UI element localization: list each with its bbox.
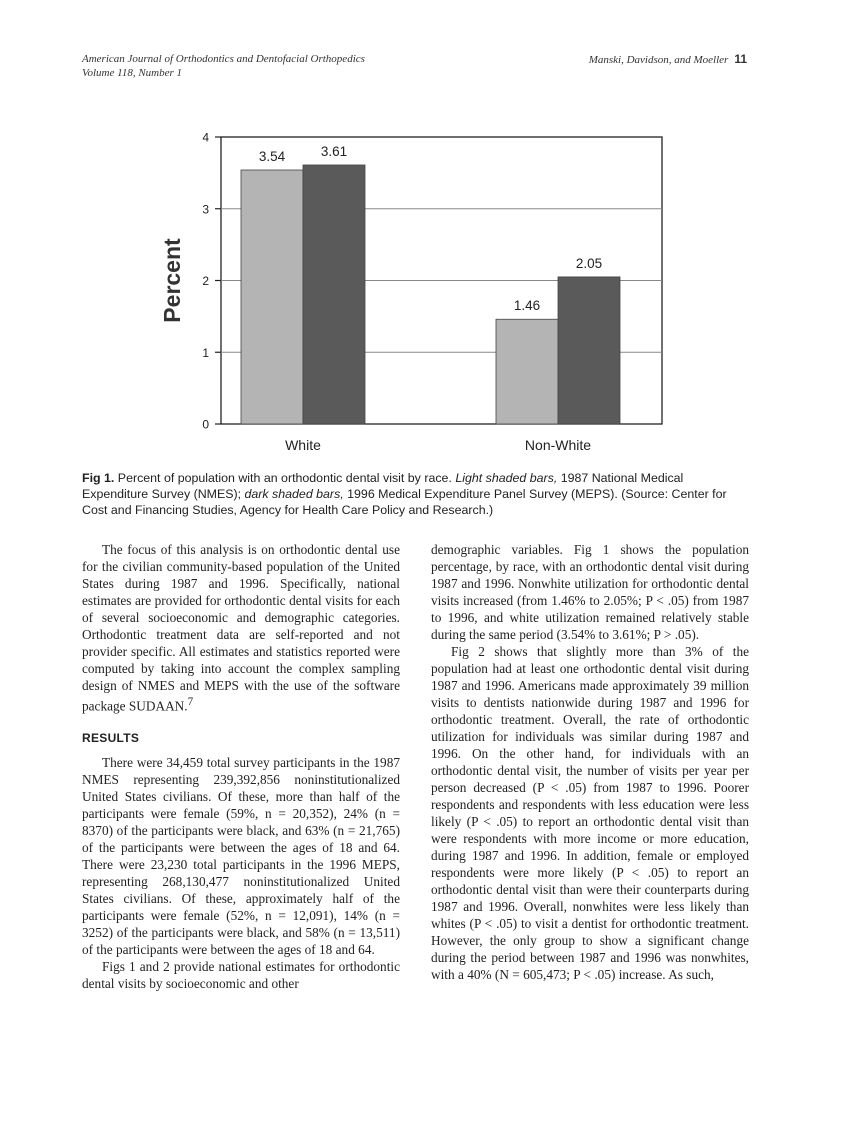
paragraph: There were 34,459 total survey participants in the 1987 NMES representing 239,392,856 noninstitutionalized United States civilians. Of these, more than half of the participants were female (59%, n = 20,352), 24% (n = 8370) of the participants were black, and 63% (n = 21,765) of the participants were between the ages of 18 and 64. There were 23,230 total participants in the 1996 MEPS, representing 268,130,477 noninstitutionalized United States civilians. Of these, approximately half of the participants were female (52%, n = 12,091), 14% (n = 3252) of the participants were black, and 58% (n = 13,511) of the participants were between the ages of 18 and 64. [82, 755, 400, 958]
running-header-left [82, 52, 365, 80]
caption-text-1: Percent of population with an orthodontic dental visit by race. [114, 471, 456, 485]
running-authors: Manski, Davidson, and Moeller [588, 54, 729, 66]
page-number: 11 [734, 52, 747, 66]
y-tick-label: 2 [202, 274, 209, 288]
bar [496, 319, 558, 424]
bar [558, 277, 620, 424]
caption-dark-label: dark shaded bars, [244, 487, 344, 501]
figure-1 [150, 120, 690, 470]
body-column-right [431, 541, 749, 983]
bar-value-label: 1.46 [513, 298, 541, 314]
y-tick-label: 4 [202, 130, 209, 145]
x-category-label: White [285, 437, 321, 453]
body-column-left [82, 541, 400, 992]
caption-text-2: 1987 National Medical Expenditure Survey (NMES); [82, 471, 684, 501]
running-header-right [589, 52, 747, 67]
bar [303, 165, 365, 424]
journal-volume: Volume 118, Number 1 [82, 67, 183, 79]
y-tick-label: 3 [202, 202, 209, 217]
caption-label: Fig 1. [82, 471, 115, 485]
bar-chart [150, 120, 690, 470]
y-axis-title: Percent [159, 238, 185, 323]
y-tick-label: 1 [202, 345, 209, 360]
x-category-label: Non-White [524, 437, 592, 453]
caption-light-label: Light shaded bars, [455, 471, 558, 485]
y-tick-label: 0 [202, 417, 209, 432]
bar [241, 170, 303, 424]
journal-title: American Journal of Orthodontics and Dentofacial Orthopedics [82, 53, 365, 65]
paragraph: demographic variables. Fig 1 shows the population percentage, by race, with an orthodontic dental visit during 1987 and 1996. Nonwhite utilization for orthodontic dental visits increased (from 1.46% to 2.05%; P < .05) from 1987 to 1996, and white utilization remained relatively stable during the same period (3.54% to 3.61%; P > .05). [431, 542, 749, 642]
reference-superscript: 7 [187, 696, 194, 708]
bar-value-label: 3.61 [320, 143, 348, 159]
section-heading-results: RESULTS [82, 731, 140, 746]
figure-caption [82, 470, 748, 518]
paragraph [82, 541, 400, 714]
bar-value-label: 3.54 [258, 149, 286, 165]
paragraph: Fig 2 shows that slightly more than 3% of the population had at least one orthodontic dental visit during 1987 and 1996. Americans made approximately 39 million visits to dentists nationwide during 1987 and 1996 for orthodontic treatment. Overall, the rate of orthodontic utilization for individuals was similar during 1987 and 1996. On the other hand, for individuals with an orthodontic dental visit, the number of visits per year per person decreased (P < .05) from 1987 to 1996. Poorer respondents and respondents with less education were less likely (P < .05) to report an orthodontic dental visit than were respondents with more income or more education, during 1987 and 1996. In addition, female or employed respondents were more likely (P < .05) to report an orthodontic dental visit than were their counterparts during 1987 and 1996. Overall, nonwhites were less likely than whites (P < .05) to visit a dentist for orthodontic treatment. However, the only group to show a significant change during the period between 1987 and 1996 was nonwhites, with a 40% (N = 605,473; P < .05) increase. As such, [431, 644, 749, 982]
paragraph: Figs 1 and 2 provide national estimates for orthodontic dental visits by socioeconomic and other [82, 959, 400, 992]
caption-text-3: 1996 Medical Expenditure Panel Survey (MEPS). (Source: Center for Cost and Financing Studies, Agency for Health Care Policy and Research.) [82, 487, 727, 517]
bar-value-label: 2.05 [575, 255, 603, 271]
paragraph-text: The focus of this analysis is on orthodontic dental use for the civilian community-based population of the United States during 1987 and 1996. Specifically, national estimates are provided for orthodontic dental visits for each of several socioeconomic and demographic categories. Orthodontic treatment data are self-reported and not provider specific. All estimates and statistics reported were computed by taking into account the complex sampling design of NMES and MEPS with the use of the software package SUDAAN. [82, 542, 400, 714]
